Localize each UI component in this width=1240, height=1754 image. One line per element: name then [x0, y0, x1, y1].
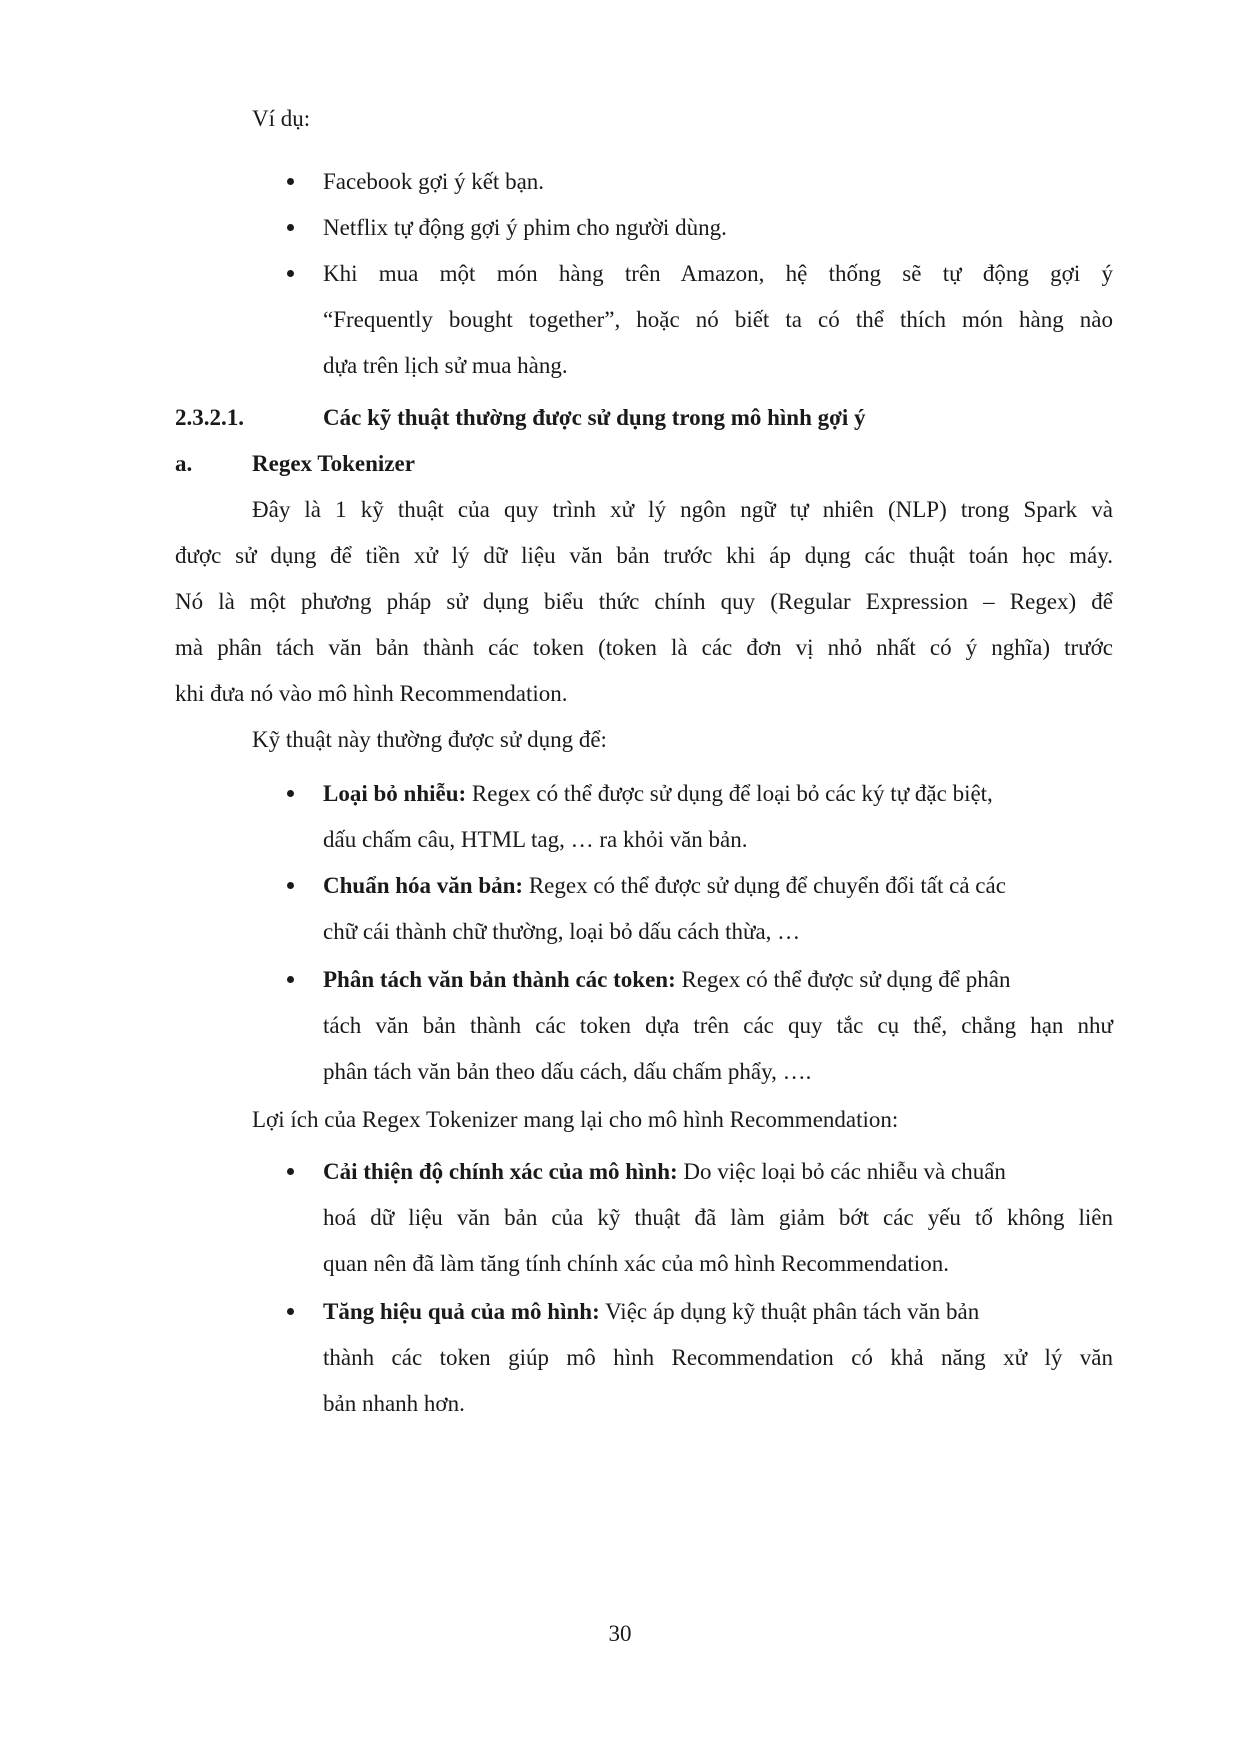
usage-term: Phân tách văn bản thành các token:: [323, 967, 676, 992]
usage-item-continued: chữ cái thành chữ thường, loại bỏ dấu cách thừa, …: [323, 919, 801, 944]
usage-item: [323, 966, 1010, 994]
benefit-item-continued: quan nên đã làm tăng tính chính xác của mô hình Recommendation.: [323, 1251, 949, 1276]
usage-term: Chuẩn hóa văn bản:: [323, 873, 524, 898]
paragraph-line: được sử dụng để tiền xử lý dữ liệu văn bản trước khi áp dụng các thuật toán học máy.: [175, 543, 1113, 568]
paragraph-line: Nó là một phương pháp sử dụng biểu thức chính quy (Regular Expression – Regex) để: [175, 589, 1113, 614]
bullet-icon: [287, 790, 294, 797]
usage-item: [323, 872, 1006, 900]
example-label: Ví dụ:: [252, 106, 311, 131]
usage-text: Regex có thể được sử dụng để chuyển đổi tất cả các: [523, 873, 1006, 898]
bullet-icon: [287, 178, 294, 185]
usage-item-continued: tách văn bản thành các token dựa trên các quy tắc cụ thể, chẳng hạn như: [323, 1013, 1113, 1038]
section-title: Các kỹ thuật thường được sử dụng trong mô hình gợi ý: [323, 405, 866, 430]
example-item: Khi mua một món hàng trên Amazon, hệ thống sẽ tự động gợi ý: [323, 261, 1113, 286]
page-number: 30: [608, 1621, 632, 1646]
usage-intro: Kỹ thuật này thường được sử dụng để:: [252, 727, 607, 752]
example-item: Facebook gợi ý kết bạn.: [323, 169, 545, 194]
benefit-item-continued: thành các token giúp mô hình Recommendation có khả năng xử lý văn: [323, 1345, 1113, 1370]
section-number: 2.3.2.1.: [175, 405, 244, 430]
usage-item: [323, 780, 993, 808]
subsection-letter: a.: [175, 451, 193, 476]
benefit-item-continued: bản nhanh hơn.: [323, 1391, 465, 1416]
paragraph-line: mà phân tách văn bản thành các token (token là các đơn vị nhỏ nhất có ý nghĩa) trước: [175, 635, 1113, 660]
bullet-icon: [287, 882, 294, 889]
benefit-item-continued: hoá dữ liệu văn bản của kỹ thuật đã làm giảm bớt các yếu tố không liên: [323, 1205, 1113, 1230]
usage-item-continued: dấu chấm câu, HTML tag, … ra khỏi văn bản.: [323, 827, 748, 852]
usage-term: Loại bỏ nhiễu:: [323, 781, 467, 806]
bullet-icon: [287, 1168, 294, 1175]
subsection-title: Regex Tokenizer: [252, 451, 415, 476]
benefit-term: Cải thiện độ chính xác của mô hình:: [323, 1159, 678, 1184]
benefit-term: Tăng hiệu quả của mô hình:: [323, 1299, 600, 1324]
usage-text: Regex có thể được sử dụng để loại bỏ các ký tự đặc biệt,: [466, 781, 993, 806]
paragraph-line: Đây là 1 kỹ thuật của quy trình xử lý ngôn ngữ tự nhiên (NLP) trong Spark và: [252, 497, 1113, 522]
benefit-text: Việc áp dụng kỹ thuật phân tách văn bản: [599, 1299, 980, 1324]
bullet-icon: [287, 270, 294, 277]
example-item-continued: “Frequently bought together”, hoặc nó biết ta có thể thích món hàng nào: [323, 307, 1113, 332]
bullet-icon: [287, 976, 294, 983]
paragraph-line: khi đưa nó vào mô hình Recommendation.: [175, 681, 568, 706]
example-item: Netflix tự động gợi ý phim cho người dùng.: [323, 215, 727, 240]
bullet-icon: [287, 1308, 294, 1315]
bullet-icon: [287, 224, 294, 231]
usage-item-continued: phân tách văn bản theo dấu cách, dấu chấm phẩy, ….: [323, 1059, 812, 1084]
usage-text: Regex có thể được sử dụng để phân: [675, 967, 1011, 992]
benefit-item: [323, 1158, 1006, 1186]
benefits-intro: Lợi ích của Regex Tokenizer mang lại cho mô hình Recommendation:: [252, 1107, 899, 1132]
benefit-text: Do việc loại bỏ các nhiễu và chuẩn: [677, 1159, 1006, 1184]
example-item-continued: dựa trên lịch sử mua hàng.: [323, 353, 568, 378]
benefit-item: [323, 1298, 979, 1326]
